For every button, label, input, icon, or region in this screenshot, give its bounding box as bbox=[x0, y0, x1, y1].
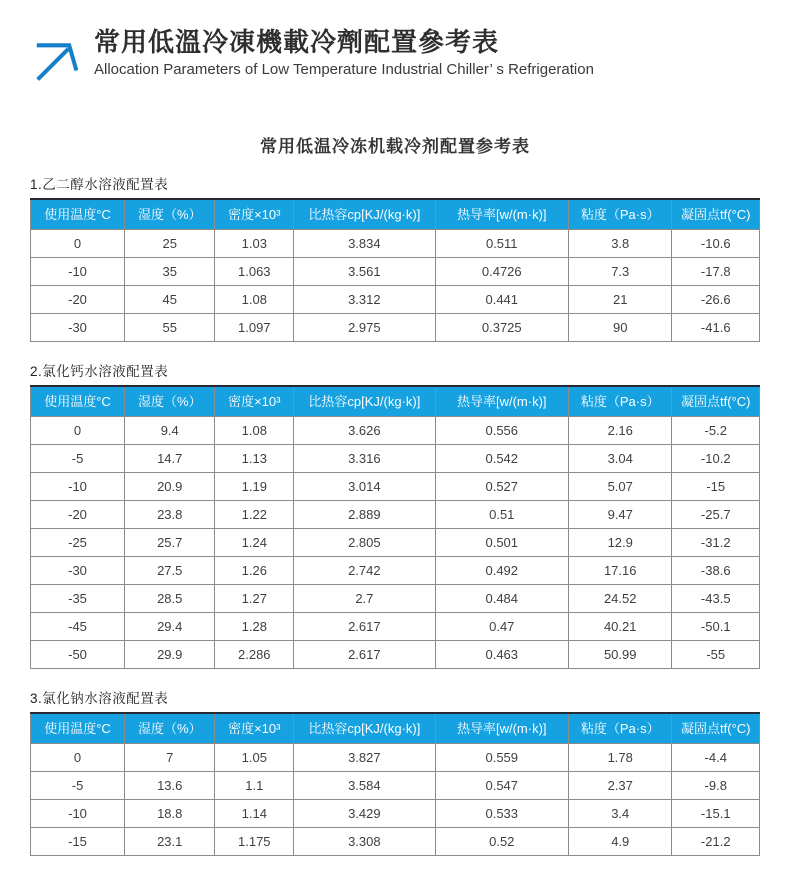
table-cell: -50 bbox=[31, 641, 125, 669]
table-cell: 20.9 bbox=[125, 473, 215, 501]
table-cell: 1.28 bbox=[215, 613, 294, 641]
table-cell: -15.1 bbox=[672, 800, 760, 828]
table-cell: 4.9 bbox=[568, 828, 672, 856]
column-header: 凝固点tf(°C) bbox=[672, 199, 760, 230]
table-cell: 0.547 bbox=[435, 772, 568, 800]
table-cell: -15 bbox=[672, 473, 760, 501]
table-cell: 1.24 bbox=[215, 529, 294, 557]
table-cell: -10 bbox=[31, 800, 125, 828]
table-cell: 9.47 bbox=[568, 501, 672, 529]
column-header: 凝固点tf(°C) bbox=[672, 713, 760, 744]
table-cell: 3.626 bbox=[294, 417, 435, 445]
table-cell: 1.13 bbox=[215, 445, 294, 473]
table-cell: 3.429 bbox=[294, 800, 435, 828]
table-row bbox=[31, 744, 760, 772]
table-cell: 12.9 bbox=[568, 529, 672, 557]
table-cell: 28.5 bbox=[125, 585, 215, 613]
table-cell: 2.617 bbox=[294, 613, 435, 641]
section-label-ethylene-glycol: 1.乙二醇水溶液配置表 bbox=[30, 177, 169, 192]
table-cell: 40.21 bbox=[568, 613, 672, 641]
table-row bbox=[31, 585, 760, 613]
table-cell: -4.4 bbox=[672, 744, 760, 772]
arrow-up-right-icon bbox=[26, 30, 80, 84]
column-header: 比热容cp[KJ/(kg·k)] bbox=[294, 199, 435, 230]
table-cell: 24.52 bbox=[568, 585, 672, 613]
table-cell: -17.8 bbox=[672, 258, 760, 286]
column-header: 密度×10³ bbox=[215, 713, 294, 744]
table-row bbox=[31, 772, 760, 800]
table-cell: 29.4 bbox=[125, 613, 215, 641]
table-cell: 14.7 bbox=[125, 445, 215, 473]
column-header: 粘度（Pa·s） bbox=[568, 386, 672, 417]
table-cell: 50.99 bbox=[568, 641, 672, 669]
table-cell: 0.4726 bbox=[435, 258, 568, 286]
table-cell: 1.78 bbox=[568, 744, 672, 772]
column-header: 使用温度°C bbox=[31, 386, 125, 417]
table-cell: 17.16 bbox=[568, 557, 672, 585]
table-cell: -5.2 bbox=[672, 417, 760, 445]
table-row bbox=[31, 800, 760, 828]
table-cell: 18.8 bbox=[125, 800, 215, 828]
table-cell: 1.27 bbox=[215, 585, 294, 613]
table-cell: -31.2 bbox=[672, 529, 760, 557]
table-cell: 2.805 bbox=[294, 529, 435, 557]
table-cell: -38.6 bbox=[672, 557, 760, 585]
table-cell: 23.1 bbox=[125, 828, 215, 856]
brand-text bbox=[94, 28, 594, 78]
table-header-row bbox=[31, 713, 760, 744]
column-header: 比热容cp[KJ/(kg·k)] bbox=[294, 386, 435, 417]
table-cell: 0.484 bbox=[435, 585, 568, 613]
column-header: 使用温度°C bbox=[31, 199, 125, 230]
column-header: 密度×10³ bbox=[215, 386, 294, 417]
table-cell: 0 bbox=[31, 744, 125, 772]
table-cell: -10.6 bbox=[672, 230, 760, 258]
table-header-row bbox=[31, 386, 760, 417]
brand-header bbox=[26, 28, 760, 84]
table-cell: 1.097 bbox=[215, 314, 294, 342]
table-cell: 7.3 bbox=[568, 258, 672, 286]
table-row bbox=[31, 529, 760, 557]
table-cell: 1.05 bbox=[215, 744, 294, 772]
column-header: 粘度（Pa·s） bbox=[568, 199, 672, 230]
table-cell: 13.6 bbox=[125, 772, 215, 800]
table-cell: 3.584 bbox=[294, 772, 435, 800]
table-cell: 3.316 bbox=[294, 445, 435, 473]
table-cell: 3.312 bbox=[294, 286, 435, 314]
column-header: 使用温度°C bbox=[31, 713, 125, 744]
table-cell: 2.889 bbox=[294, 501, 435, 529]
table-cell: 1.063 bbox=[215, 258, 294, 286]
table-cell: 9.4 bbox=[125, 417, 215, 445]
column-header: 湿度（%） bbox=[125, 713, 215, 744]
table-cell: -43.5 bbox=[672, 585, 760, 613]
table-cell: 3.014 bbox=[294, 473, 435, 501]
table-calcium-chloride bbox=[30, 385, 760, 669]
table-cell: 3.827 bbox=[294, 744, 435, 772]
table-cell: -25 bbox=[31, 529, 125, 557]
table-cell: -10 bbox=[31, 473, 125, 501]
table-cell: -26.6 bbox=[672, 286, 760, 314]
table-cell: 1.08 bbox=[215, 286, 294, 314]
table-cell: 25 bbox=[125, 230, 215, 258]
table-cell: -21.2 bbox=[672, 828, 760, 856]
table-cell: 0.3725 bbox=[435, 314, 568, 342]
table-cell: 0.556 bbox=[435, 417, 568, 445]
table-cell: 0.441 bbox=[435, 286, 568, 314]
table-cell: -30 bbox=[31, 314, 125, 342]
table-row bbox=[31, 445, 760, 473]
column-header: 湿度（%） bbox=[125, 199, 215, 230]
column-header: 凝固点tf(°C) bbox=[672, 386, 760, 417]
table-cell: 2.975 bbox=[294, 314, 435, 342]
table-cell: 21 bbox=[568, 286, 672, 314]
table-cell: 0.533 bbox=[435, 800, 568, 828]
table-cell: 90 bbox=[568, 314, 672, 342]
column-header: 热导率[w/(m·k)] bbox=[435, 713, 568, 744]
table-cell: 0.542 bbox=[435, 445, 568, 473]
table-cell: 1.08 bbox=[215, 417, 294, 445]
column-header: 密度×10³ bbox=[215, 199, 294, 230]
table-row bbox=[31, 641, 760, 669]
table-cell: -20 bbox=[31, 286, 125, 314]
table-cell: 0.511 bbox=[435, 230, 568, 258]
table-cell: -9.8 bbox=[672, 772, 760, 800]
table-cell: 0.492 bbox=[435, 557, 568, 585]
table-cell: -55 bbox=[672, 641, 760, 669]
table-row bbox=[31, 613, 760, 641]
table-row bbox=[31, 557, 760, 585]
table-cell: 2.16 bbox=[568, 417, 672, 445]
table-row bbox=[31, 473, 760, 501]
table-cell: 2.7 bbox=[294, 585, 435, 613]
table-cell: 25.7 bbox=[125, 529, 215, 557]
column-header: 粘度（Pa·s） bbox=[568, 713, 672, 744]
table-cell: 3.561 bbox=[294, 258, 435, 286]
table-row bbox=[31, 258, 760, 286]
column-header: 比热容cp[KJ/(kg·k)] bbox=[294, 713, 435, 744]
table-cell: 0.52 bbox=[435, 828, 568, 856]
table-cell: 7 bbox=[125, 744, 215, 772]
table-cell: 0.527 bbox=[435, 473, 568, 501]
table-cell: -20 bbox=[31, 501, 125, 529]
page-title: 常用低溫冷凍機載冷劑配置參考表 bbox=[94, 27, 500, 57]
table-cell: 55 bbox=[125, 314, 215, 342]
column-header: 热导率[w/(m·k)] bbox=[435, 199, 568, 230]
table-row bbox=[31, 314, 760, 342]
table-cell: 1.22 bbox=[215, 501, 294, 529]
table-cell: -5 bbox=[31, 445, 125, 473]
table-cell: 1.19 bbox=[215, 473, 294, 501]
page-subtitle: Allocation Parameters of Low Temperature Industrial Chiller’ s Refrigeration bbox=[94, 60, 594, 78]
column-header: 湿度（%） bbox=[125, 386, 215, 417]
table-cell: 1.03 bbox=[215, 230, 294, 258]
table-row bbox=[31, 286, 760, 314]
table-ethylene-glycol bbox=[30, 198, 760, 342]
table-cell: 3.834 bbox=[294, 230, 435, 258]
table-cell: 2.742 bbox=[294, 557, 435, 585]
table-cell: 23.8 bbox=[125, 501, 215, 529]
table-cell: 3.04 bbox=[568, 445, 672, 473]
table-cell: 0 bbox=[31, 230, 125, 258]
table-cell: 3.4 bbox=[568, 800, 672, 828]
table-cell: -35 bbox=[31, 585, 125, 613]
table-cell: 0.463 bbox=[435, 641, 568, 669]
table-row bbox=[31, 230, 760, 258]
table-cell: 2.617 bbox=[294, 641, 435, 669]
table-cell: 29.9 bbox=[125, 641, 215, 669]
section-label-sodium-chloride: 3.氯化钠水溶液配置表 bbox=[30, 691, 169, 706]
table-cell: 0.559 bbox=[435, 744, 568, 772]
column-header: 热导率[w/(m·k)] bbox=[435, 386, 568, 417]
table-row bbox=[31, 501, 760, 529]
table-cell: -10.2 bbox=[672, 445, 760, 473]
table-cell: 0.501 bbox=[435, 529, 568, 557]
table-header-row bbox=[31, 199, 760, 230]
table-cell: 35 bbox=[125, 258, 215, 286]
table-cell: 0.51 bbox=[435, 501, 568, 529]
table-cell: 3.308 bbox=[294, 828, 435, 856]
table-cell: 1.175 bbox=[215, 828, 294, 856]
table-cell: -41.6 bbox=[672, 314, 760, 342]
table-cell: -5 bbox=[31, 772, 125, 800]
table-cell: 27.5 bbox=[125, 557, 215, 585]
table-row bbox=[31, 828, 760, 856]
table-cell: 0 bbox=[31, 417, 125, 445]
table-cell: -10 bbox=[31, 258, 125, 286]
table-cell: 1.1 bbox=[215, 772, 294, 800]
table-cell: -30 bbox=[31, 557, 125, 585]
table-cell: 3.8 bbox=[568, 230, 672, 258]
table-cell: 1.26 bbox=[215, 557, 294, 585]
table-cell: -50.1 bbox=[672, 613, 760, 641]
section-label-calcium-chloride: 2.氯化钙水溶液配置表 bbox=[30, 364, 169, 379]
table-cell: -15 bbox=[31, 828, 125, 856]
table-cell: 2.37 bbox=[568, 772, 672, 800]
table-cell: 5.07 bbox=[568, 473, 672, 501]
table-cell: -25.7 bbox=[672, 501, 760, 529]
document-title: 常用低温冷冻机载冷剂配置参考表 bbox=[260, 137, 530, 156]
table-row bbox=[31, 417, 760, 445]
table-cell: 0.47 bbox=[435, 613, 568, 641]
table-cell: 2.286 bbox=[215, 641, 294, 669]
table-cell: -45 bbox=[31, 613, 125, 641]
table-cell: 45 bbox=[125, 286, 215, 314]
table-cell: 1.14 bbox=[215, 800, 294, 828]
table-sodium-chloride bbox=[30, 712, 760, 856]
